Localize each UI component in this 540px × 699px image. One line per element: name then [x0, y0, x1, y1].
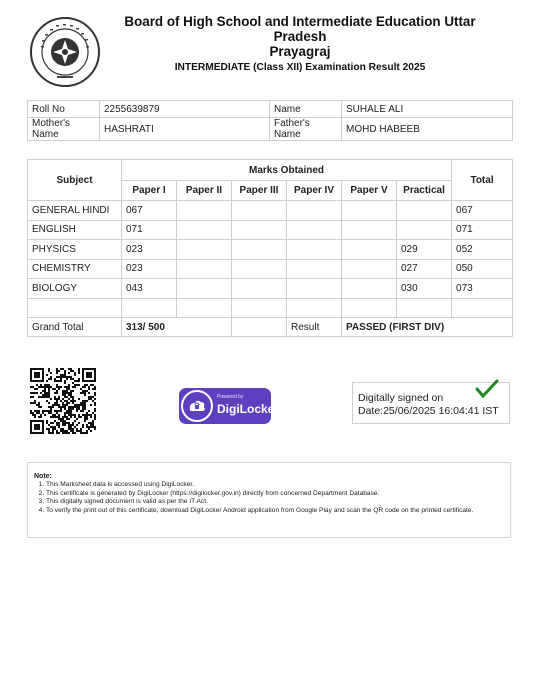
mark-cell — [232, 279, 287, 299]
grand-total-spacer — [232, 318, 287, 337]
mark-cell: 067 — [122, 201, 177, 221]
total-cell: 071 — [452, 220, 513, 240]
mark-cell — [342, 220, 397, 240]
mark-cell — [177, 298, 232, 318]
total-cell — [452, 298, 513, 318]
table-row — [28, 220, 513, 240]
verification-qr-code — [30, 368, 96, 434]
subject-cell: PHYSICS — [28, 240, 122, 260]
mark-cell — [177, 259, 232, 279]
mark-cell — [232, 220, 287, 240]
roll-label: Roll No — [28, 101, 100, 118]
note-item: 2. This certificate is generated by DigiLocker (https://digilocker.gov.in) directly from concerned Department Database. — [46, 490, 506, 499]
board-name: Board of High School and Intermediate Education Uttar Pradesh — [124, 14, 476, 44]
mark-cell: 029 — [397, 240, 452, 260]
mark-cell — [232, 259, 287, 279]
mark-cell — [122, 298, 177, 318]
mark-cell — [342, 259, 397, 279]
check-icon — [475, 379, 499, 399]
mother-value: HASHRATI — [100, 118, 270, 141]
grand-total-value: 313/ 500 — [122, 318, 232, 337]
board-city: Prayagraj — [269, 44, 331, 59]
digilocker-cloud-icon — [181, 390, 213, 422]
subject-cell: ENGLISH — [28, 220, 122, 240]
note-item: 3. This digitally signed document is valid as per the IT Act. — [46, 498, 506, 507]
total-cell: 073 — [452, 279, 513, 299]
digilocker-name: DigiLocker — [217, 402, 280, 416]
info-row — [28, 118, 513, 141]
note-item: 4. To verify the print out of this certificate, download DigiLocker Android application from Google Play and scan the QR code on the printed certificate. — [46, 507, 506, 516]
digilocker-badge — [179, 388, 280, 424]
mark-cell: 071 — [122, 220, 177, 240]
result-value: PASSED (FIRST DIV) — [342, 318, 513, 337]
mark-cell — [287, 298, 342, 318]
mark-cell: 030 — [397, 279, 452, 299]
grand-total-row — [28, 318, 513, 337]
exam-title: INTERMEDIATE (Class XII) Examination Result 2025 — [174, 62, 426, 73]
mark-cell — [232, 201, 287, 221]
note-item: 1. This Marksheet data is accessed using DigiLocker. — [46, 481, 506, 490]
mark-cell — [177, 240, 232, 260]
table-row — [28, 259, 513, 279]
mark-cell — [287, 201, 342, 221]
signature-line-1: Digitally signed on — [358, 392, 444, 404]
name-value: SUHALE ALI — [342, 101, 513, 118]
mark-cell — [397, 220, 452, 240]
mark-cell — [342, 240, 397, 260]
mark-cell — [342, 298, 397, 318]
subject-cell — [28, 298, 122, 318]
table-row — [28, 240, 513, 260]
col-header-paper-3: Paper III — [232, 181, 287, 201]
mark-cell — [397, 201, 452, 221]
note-list — [34, 481, 506, 515]
marks-table — [27, 159, 513, 337]
total-cell: 050 — [452, 259, 513, 279]
mark-cell — [287, 220, 342, 240]
table-row — [28, 201, 513, 221]
mark-cell — [287, 279, 342, 299]
digilocker-powered-by: Powered by — [217, 394, 244, 400]
marks-rows — [28, 201, 513, 318]
marks-obtained-header: Marks Obtained — [122, 160, 452, 181]
student-info-table — [27, 100, 513, 141]
mother-label: Mother's Name — [28, 118, 100, 141]
total-cell: 067 — [452, 201, 513, 221]
mark-cell — [342, 279, 397, 299]
col-header-paper-1: Paper I — [122, 181, 177, 201]
col-header-paper-2: Paper II — [177, 181, 232, 201]
note-box — [27, 462, 511, 538]
mark-cell — [177, 279, 232, 299]
mark-cell — [287, 240, 342, 260]
mark-cell: 023 — [122, 259, 177, 279]
info-row — [28, 101, 513, 118]
subject-cell: BIOLOGY — [28, 279, 122, 299]
document-header — [0, 8, 540, 90]
mark-cell — [342, 201, 397, 221]
mark-cell: 023 — [122, 240, 177, 260]
mark-cell — [177, 220, 232, 240]
father-value: MOHD HABEEB — [342, 118, 513, 141]
digital-signature-box — [352, 382, 510, 424]
mark-cell — [232, 240, 287, 260]
note-title: Note: — [34, 473, 52, 480]
subject-cell: CHEMISTRY — [28, 259, 122, 279]
subject-header: Subject — [28, 160, 122, 201]
grand-total-label: Grand Total — [28, 318, 122, 337]
total-header: Total — [452, 160, 513, 201]
mark-cell: 043 — [122, 279, 177, 299]
father-label: Father's Name — [270, 118, 342, 141]
mark-cell — [232, 298, 287, 318]
table-row — [28, 298, 513, 318]
roll-value: 2255639879 — [100, 101, 270, 118]
signature-date: Date:25/06/2025 16:04:41 IST — [358, 405, 499, 417]
col-header-paper-4: Paper IV — [287, 181, 342, 201]
mark-cell: 027 — [397, 259, 452, 279]
mark-cell — [287, 259, 342, 279]
total-cell: 052 — [452, 240, 513, 260]
col-header-practical: Practical — [397, 181, 452, 201]
mark-cell — [397, 298, 452, 318]
name-label: Name — [270, 101, 342, 118]
col-header-paper-5: Paper V — [342, 181, 397, 201]
result-label: Result — [287, 318, 342, 337]
board-seal-logo — [29, 16, 101, 88]
table-row — [28, 279, 513, 299]
mark-cell — [177, 201, 232, 221]
subject-cell: GENERAL HINDI — [28, 201, 122, 221]
